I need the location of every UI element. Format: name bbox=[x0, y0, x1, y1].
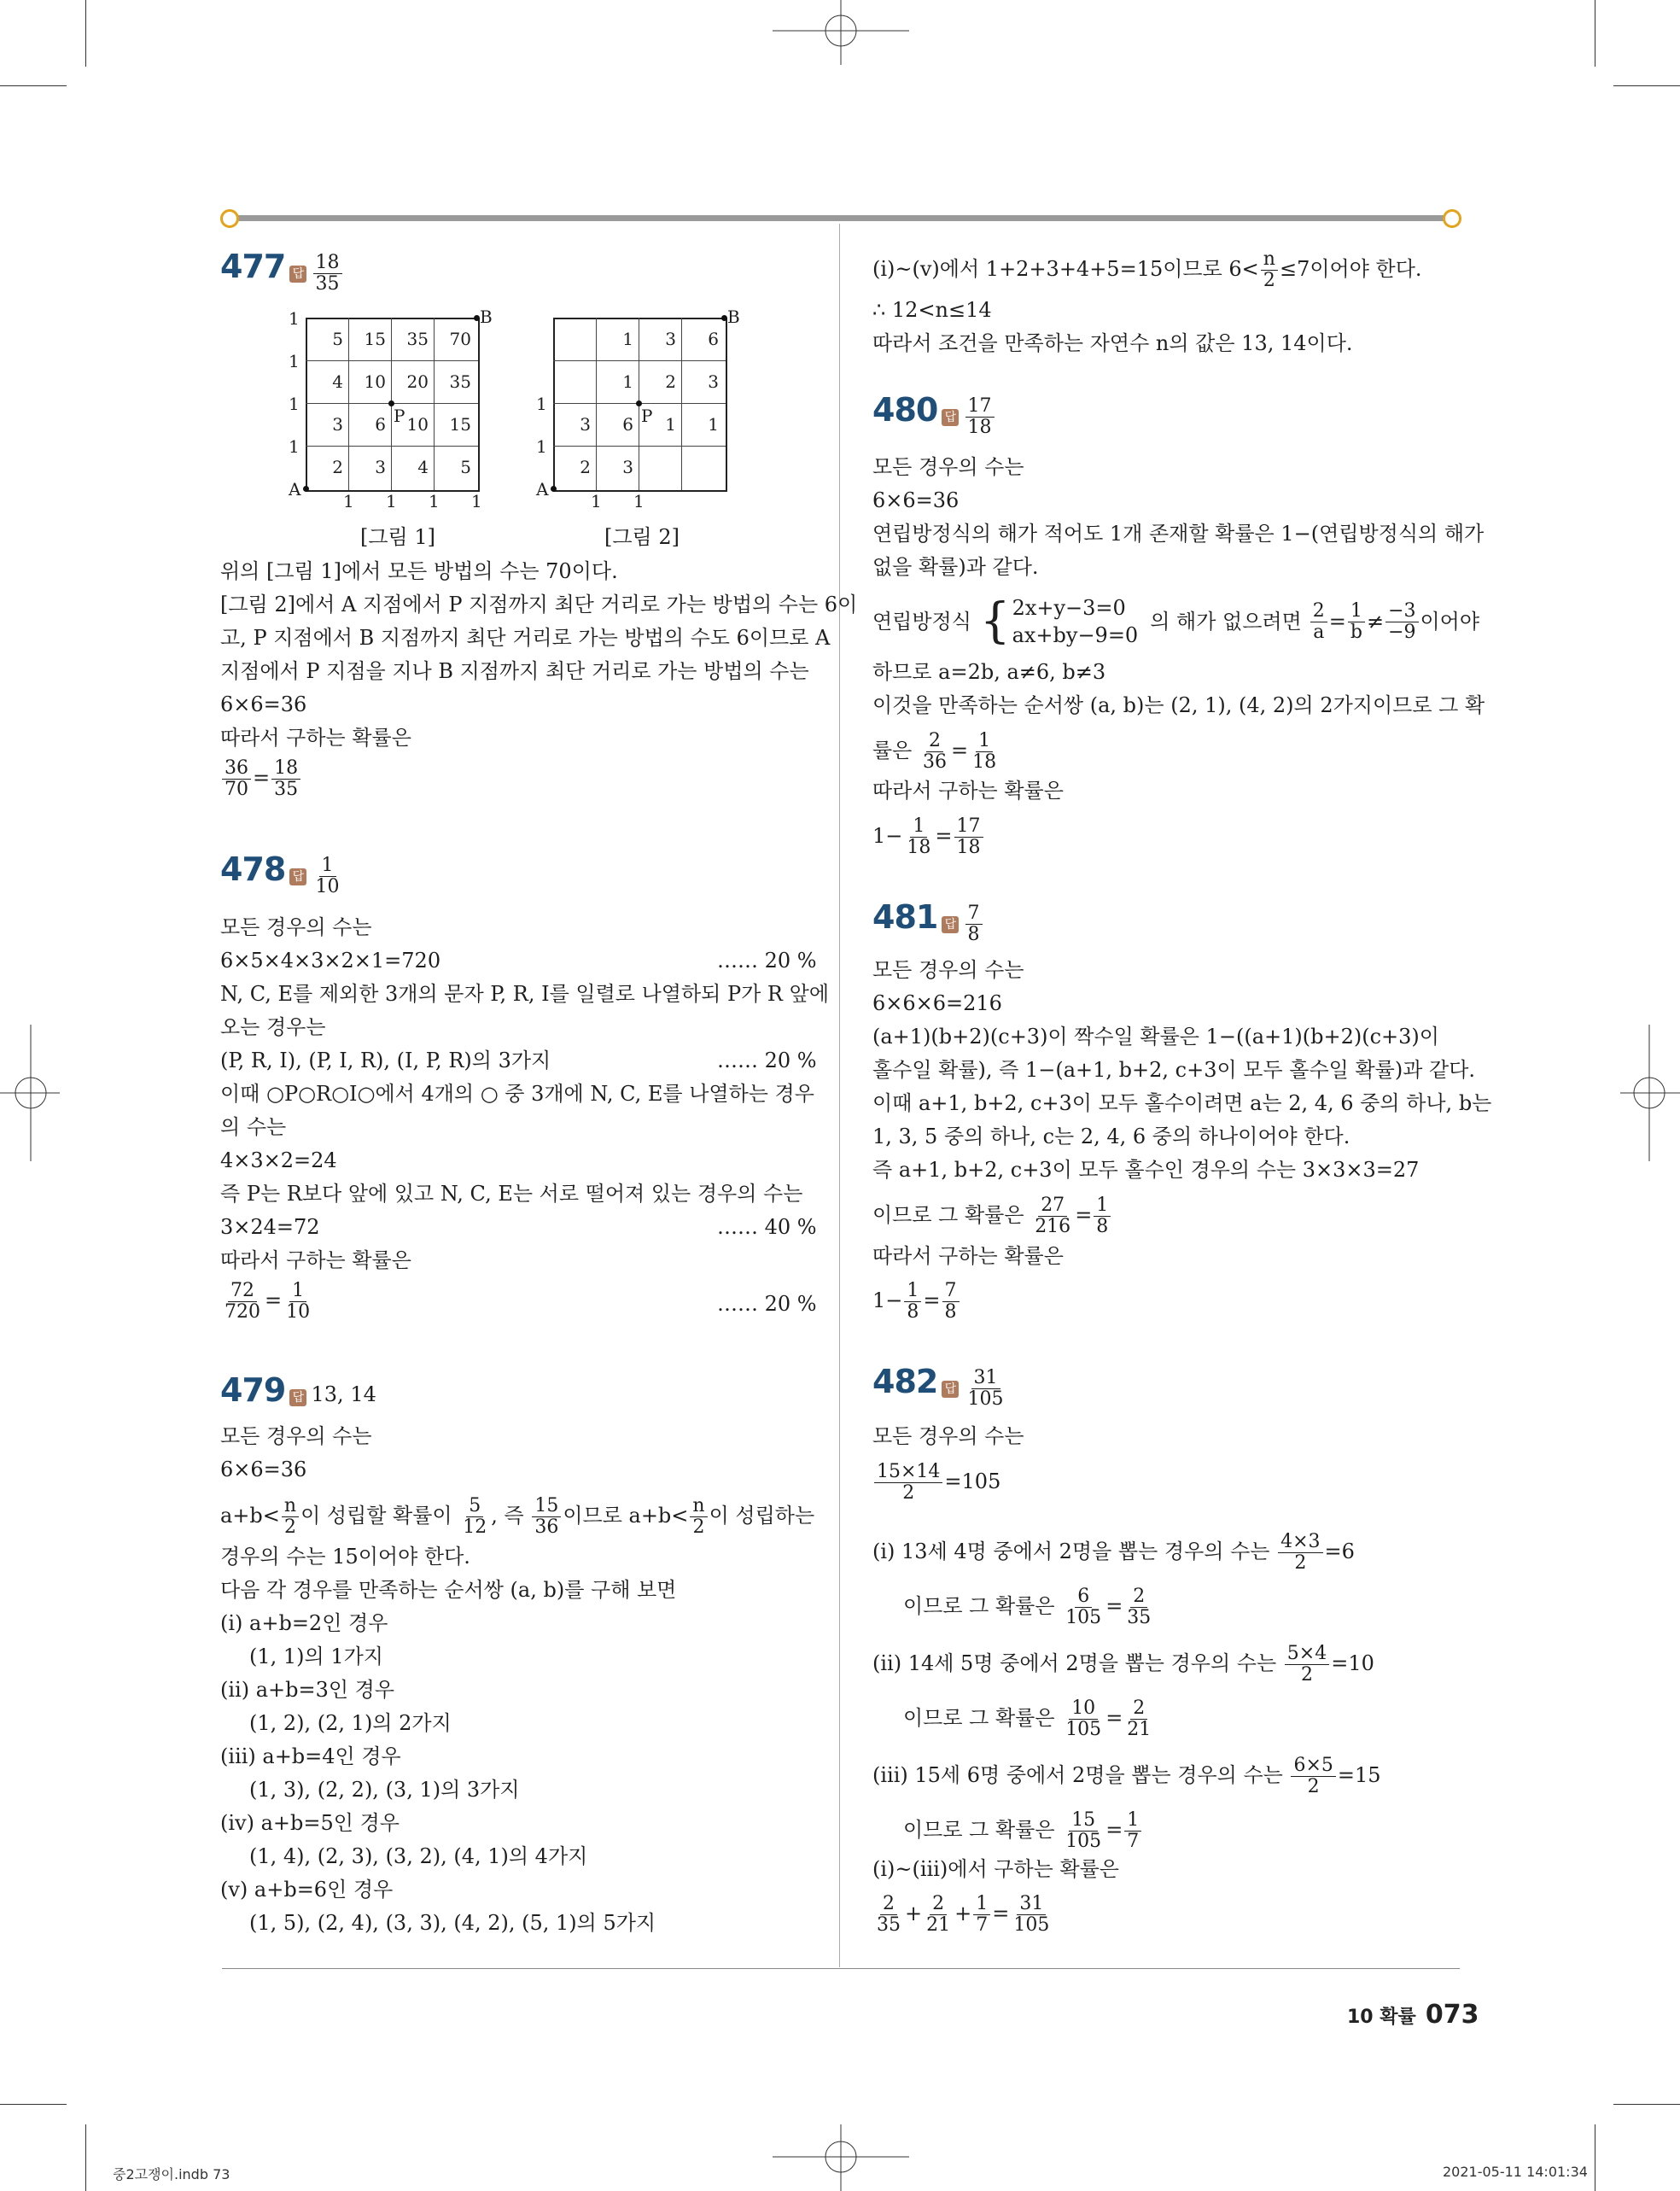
case-line: (ⅰ) 13세 4명 중에서 2명을 뽑는 경우의 수는 $\frac{4\times 3}{2}$ =6 bbox=[872, 1531, 1355, 1574]
grid-cell-value: 1 bbox=[708, 414, 719, 435]
text-line: 홀수일 확률), 즉 1−(a+1, b+2, c+3이 모두 홀수일 확률)과 같다. bbox=[872, 1058, 1476, 1082]
grid-left-label: 1 bbox=[536, 436, 547, 457]
final-answer: 1− $\frac{1}{18}$ = $\frac{17}{18}$ bbox=[872, 816, 985, 858]
answer-fraction: $\frac{18}{35}$ bbox=[313, 253, 342, 295]
case-prob: 이므로 그 확률은 $\frac{15}{105}$ = $\frac{1}{7}$ bbox=[903, 1810, 1143, 1852]
answer-tag: 답 bbox=[942, 409, 959, 426]
text-line: 6×6=36 bbox=[872, 488, 960, 512]
text-line: 다음 각 경우를 만족하는 순서쌍 (a, b)를 구해 보면 bbox=[220, 1578, 677, 1602]
grid-left-label: 1 bbox=[289, 351, 300, 371]
text-line: 즉 a+1, b+2, c+3이 모두 홀수인 경우의 수는 3×3×3=27 bbox=[872, 1158, 1420, 1182]
case-heading: (ⅰ) a+b=2인 경우 bbox=[220, 1611, 388, 1635]
grid-point-dot bbox=[636, 400, 642, 406]
problem-478-header bbox=[220, 850, 344, 897]
grid-cell-value: 4 bbox=[417, 457, 429, 477]
grid-cell-value: 5 bbox=[460, 457, 471, 477]
case-line: (ⅲ) 15세 6명 중에서 2명을 뽑는 경우의 수는 $\frac{6\times 5}{2}$ =15 bbox=[872, 1755, 1381, 1797]
grid-bottom-label: 1 bbox=[633, 491, 645, 511]
final-answer: 1− $\frac{1}{8}$ = $\frac{7}{8}$ bbox=[872, 1281, 961, 1323]
grid-bottom-label: 1 bbox=[343, 491, 354, 511]
point-p-label: P bbox=[641, 406, 653, 426]
text-line: 오는 경우는 bbox=[220, 1015, 326, 1039]
grid-point-dot bbox=[303, 486, 309, 492]
text-line: 의 수는 bbox=[220, 1115, 287, 1139]
case-heading: (ⅴ) a+b=6인 경우 bbox=[220, 1878, 394, 1902]
text-line: 6×5×4×3×2×1=720 bbox=[220, 949, 441, 973]
figure-1 bbox=[282, 307, 504, 511]
grid-cell-value: 35 bbox=[406, 329, 429, 349]
answer-fraction: $\frac{31}{105}$ bbox=[967, 1367, 1004, 1410]
text-line: 모든 경우의 수는 bbox=[872, 455, 1024, 479]
text-line: (ⅰ)~(ⅲ)에서 구하는 확률은 bbox=[872, 1857, 1119, 1881]
grid-point-dot bbox=[721, 315, 727, 321]
answer-tag: 답 bbox=[289, 266, 306, 283]
answer-fraction: $\frac{1}{10}$ bbox=[315, 855, 340, 897]
grid-cell-value: 2 bbox=[580, 457, 591, 477]
grid-cell-value: 1 bbox=[665, 414, 676, 435]
answer-tag: 답 bbox=[942, 916, 959, 933]
grid-cell-value: 3 bbox=[665, 329, 676, 349]
text-line: 따라서 조건을 만족하는 자연수 n의 값은 13, 14이다. bbox=[872, 331, 1353, 355]
text-line: 6×6×6=216 bbox=[872, 991, 1002, 1015]
text-line: 연립방정식의 해가 적어도 1개 존재할 확률은 1−(연립방정식의 해가 bbox=[872, 522, 1485, 546]
text-line: 이때 ○P○R○I○에서 4개의 ○ 중 3개에 N, C, E를 나열하는 경우 bbox=[220, 1082, 814, 1106]
grid-cell-value: 3 bbox=[580, 414, 591, 435]
case-result: (1, 5), (2, 4), (3, 3), (4, 2), (5, 1)의 5가지 bbox=[249, 1911, 656, 1935]
problem-479-header bbox=[220, 1371, 376, 1409]
text-line: 이때 a+1, b+2, c+3이 모두 홀수이려면 a는 2, 4, 6 중의 하나, b는 bbox=[872, 1091, 1492, 1115]
score-percent: …… 20 % bbox=[717, 1292, 817, 1316]
point-p-label: P bbox=[394, 406, 405, 426]
problem-number: 481 bbox=[872, 898, 938, 936]
crop-mark bbox=[1613, 85, 1680, 86]
condition-line: a+b< $\frac{n}{2}$ 이 성립할 확률이 $\frac{5}{12}$ , 즉 $\frac{15}{36}$ 이므로 a+b< $\frac{n}{2}$ 이 성립하는 bbox=[220, 1495, 815, 1538]
grid-cell-value: 35 bbox=[449, 371, 471, 392]
crop-mark bbox=[0, 85, 67, 86]
text-line: 3×24=72 bbox=[220, 1215, 320, 1239]
bottom-rule bbox=[222, 1968, 1460, 1969]
case-heading: (ⅳ) a+b=5인 경우 bbox=[220, 1811, 400, 1835]
point-a-label: A bbox=[289, 479, 301, 500]
point-a-label: A bbox=[536, 479, 549, 500]
grid-cell-value: 1 bbox=[622, 371, 633, 392]
grid-cell-value: 4 bbox=[332, 371, 343, 392]
text-line: $\frac{15\times 14}{2}$ =105 bbox=[872, 1462, 1000, 1504]
text-line: 모든 경우의 수는 bbox=[220, 915, 372, 939]
problem-number: 482 bbox=[872, 1363, 938, 1400]
page-number-block bbox=[1347, 2000, 1479, 2030]
final-answer: $\frac{72}{720}$ = $\frac{1}{10}$ bbox=[225, 1280, 311, 1323]
header-circle-left bbox=[220, 209, 239, 228]
text-line: 이것을 만족하는 순서쌍 (a, b)는 (2, 1), (4, 2)의 2가지이므로 그 확 bbox=[872, 693, 1485, 717]
grid-cell-value: 1 bbox=[622, 329, 633, 349]
text-line: 6×6=36 bbox=[220, 692, 307, 716]
text-line: (P, R, I), (P, I, R), (I, P, R)의 3가지 bbox=[220, 1049, 551, 1072]
header-bar bbox=[229, 215, 1451, 221]
header-circle-right bbox=[1443, 209, 1461, 228]
problem-480-header bbox=[872, 391, 996, 438]
problem-number: 480 bbox=[872, 391, 938, 429]
grid-left-label: 1 bbox=[289, 308, 300, 329]
crop-mark bbox=[1613, 2104, 1680, 2105]
case-result: (1, 2), (2, 1)의 2가지 bbox=[249, 1711, 452, 1735]
grid-cell-value: 3 bbox=[332, 414, 343, 435]
crop-mark bbox=[0, 2104, 67, 2105]
score-percent: …… 20 % bbox=[717, 1049, 817, 1072]
registration-mark-bottom bbox=[773, 2124, 909, 2191]
crop-mark bbox=[85, 0, 86, 67]
grid-cell-value: 2 bbox=[332, 457, 343, 477]
grid-left-label: 1 bbox=[289, 436, 300, 457]
grid-bottom-label: 1 bbox=[429, 491, 440, 511]
text-line: 6×6=36 bbox=[220, 1458, 307, 1481]
grid-bottom-label: 1 bbox=[471, 491, 482, 511]
column-divider bbox=[839, 224, 840, 1967]
text-line: 하므로 a=2b, a≠6, b≠3 bbox=[872, 660, 1106, 684]
page-number: 073 bbox=[1425, 2000, 1479, 2030]
answer-fraction: $\frac{7}{8}$ bbox=[965, 903, 983, 945]
problem-481-header bbox=[872, 898, 984, 945]
answer-tag: 답 bbox=[942, 1381, 959, 1398]
text-line: 1, 3, 5 중의 하나, c는 2, 4, 6 중의 하나이어야 한다. bbox=[872, 1125, 1350, 1148]
grid-cell-value: 6 bbox=[708, 329, 719, 349]
text-line: 따라서 구하는 확률은 bbox=[872, 1244, 1064, 1268]
text-line: 모든 경우의 수는 bbox=[872, 1424, 1024, 1448]
text-line: 이므로 그 확률은 $\frac{27}{216}$ = $\frac{1}{8}$ bbox=[872, 1195, 1112, 1237]
grid-cell-value: 6 bbox=[375, 414, 386, 435]
case-prob: 이므로 그 확률은 $\frac{6}{105}$ = $\frac{2}{35}$ bbox=[903, 1586, 1152, 1628]
case-prob: 이므로 그 확률은 $\frac{10}{105}$ = $\frac{2}{21}$ bbox=[903, 1697, 1152, 1740]
grid-cell-value: 20 bbox=[406, 371, 429, 392]
chapter-label: 10 확률 bbox=[1347, 2007, 1416, 2028]
answer-tag: 답 bbox=[289, 1389, 306, 1406]
text-line: 4×3×2=24 bbox=[220, 1148, 337, 1172]
text-line: 따라서 구하는 확률은 bbox=[872, 779, 1064, 803]
grid-cell-value: 10 bbox=[406, 414, 429, 435]
grid-left-label: 1 bbox=[536, 394, 547, 414]
text-line: 따라서 구하는 확률은 bbox=[220, 1248, 411, 1272]
case-result: (1, 3), (2, 2), (3, 1)의 3가지 bbox=[249, 1778, 520, 1802]
case-heading: (ⅱ) a+b=3인 경우 bbox=[220, 1678, 395, 1702]
text-line: 위의 [그림 1]에서 모든 방법의 수는 70이다. bbox=[220, 559, 618, 583]
problem-number: 478 bbox=[220, 850, 286, 888]
grid-cell-value: 5 bbox=[332, 329, 343, 349]
point-b-label: B bbox=[480, 307, 493, 327]
grid-point-dot bbox=[474, 315, 480, 321]
case-result: (1, 4), (2, 3), (3, 2), (4, 1)의 4가지 bbox=[249, 1844, 588, 1868]
grid-point-dot bbox=[551, 486, 557, 492]
grid-bottom-label: 1 bbox=[386, 491, 397, 511]
answer-tag: 답 bbox=[289, 868, 306, 885]
text-line: (ⅰ)~(ⅴ)에서 1+2+3+4+5=15이므로 6< $\frac{n}{2}$ ≤7이어야 한다. bbox=[872, 248, 1422, 291]
point-b-label: B bbox=[727, 307, 740, 327]
case-heading: (ⅲ) a+b=4인 경우 bbox=[220, 1744, 401, 1768]
text-line: ∴ 12<n≤14 bbox=[872, 298, 992, 322]
answer-text: 13, 14 bbox=[311, 1382, 376, 1406]
system-equation: 연립방정식 { 2x+y−3=0 ax+by−9=0 의 해가 없으려면 $\frac{2}{a}$ = $\frac{1}{b}$ ≠ $\frac{-3}{-9}$ 이어야 bbox=[872, 593, 1480, 649]
problem-number: 479 bbox=[220, 1371, 286, 1409]
grid-left-label: 1 bbox=[289, 394, 300, 414]
grid-cell-value: 3 bbox=[708, 371, 719, 392]
registration-mark-right bbox=[1620, 1025, 1680, 1161]
final-answer: $\frac{2}{35}$ + $\frac{2}{21}$ + $\frac{1}{7}$ = $\frac{31}{105}$ bbox=[877, 1893, 1050, 1936]
crop-mark bbox=[85, 2124, 86, 2191]
final-answer: $\frac{36}{70}$ = $\frac{18}{35}$ bbox=[220, 758, 302, 800]
registration-mark-left bbox=[0, 1025, 60, 1161]
figure-2 bbox=[529, 307, 751, 511]
text-line: 모든 경우의 수는 bbox=[220, 1424, 372, 1448]
figure-2-caption: [그림 2] bbox=[604, 525, 680, 549]
footer-timestamp: 2021-05-11 14:01:34 bbox=[1443, 2164, 1588, 2180]
grid-cell-value: 3 bbox=[375, 457, 386, 477]
footer-file: 중2고쟁이.indb 73 bbox=[113, 2166, 230, 2182]
text-line: 없을 확률)과 같다. bbox=[872, 555, 1039, 579]
text-line: 따라서 구하는 확률은 bbox=[220, 726, 411, 750]
grid-cell-value: 6 bbox=[622, 414, 633, 435]
grid-cell-value: 10 bbox=[364, 371, 386, 392]
case-line: (ⅱ) 14세 5명 중에서 2명을 뽑는 경우의 수는 $\frac{5\times 4}{2}$ =10 bbox=[872, 1643, 1374, 1686]
text-line: 률은 $\frac{2}{36}$ = $\frac{1}{18}$ bbox=[872, 730, 997, 773]
problem-482-header bbox=[872, 1363, 1008, 1410]
text-line: 지점에서 P 지점을 지나 B 지점까지 최단 거리로 가는 방법의 수는 bbox=[220, 659, 809, 683]
grid-cell-value: 2 bbox=[665, 371, 676, 392]
grid-cell-value: 3 bbox=[622, 457, 633, 477]
grid-cell-value: 15 bbox=[364, 329, 386, 349]
grid-bottom-label: 1 bbox=[591, 491, 602, 511]
text-line: 즉 P는 R보다 앞에 있고 N, C, E는 서로 떨어져 있는 경우의 수는 bbox=[220, 1182, 803, 1206]
score-percent: …… 20 % bbox=[717, 949, 817, 973]
problem-number: 477 bbox=[220, 248, 286, 285]
problem-477-header bbox=[220, 248, 344, 295]
text-line: [그림 2]에서 A 지점에서 P 지점까지 최단 거리로 가는 방법의 수는 6이 bbox=[220, 593, 858, 616]
text-line: 고, P 지점에서 B 지점까지 최단 거리로 가는 방법의 수도 6이므로 A bbox=[220, 626, 831, 650]
text-line: N, C, E를 제외한 3개의 문자 P, R, I를 일렬로 나열하되 P가 R 앞에 bbox=[220, 982, 830, 1006]
score-percent: …… 40 % bbox=[717, 1215, 817, 1239]
grid-point-dot bbox=[388, 400, 394, 406]
figure-1-caption: [그림 1] bbox=[360, 525, 435, 549]
text-line: 모든 경우의 수는 bbox=[872, 958, 1024, 982]
text-line: (a+1)(b+2)(c+3)이 짝수일 확률은 1−((a+1)(b+2)(c+3)이 bbox=[872, 1025, 1439, 1049]
text-line: 경우의 수는 15이어야 한다. bbox=[220, 1545, 470, 1569]
grid-cell-value: 70 bbox=[449, 329, 471, 349]
grid-cell-value: 15 bbox=[449, 414, 471, 435]
case-result: (1, 1)의 1가지 bbox=[249, 1645, 383, 1668]
registration-mark-top bbox=[773, 0, 909, 68]
answer-fraction: $\frac{17}{18}$ bbox=[965, 396, 995, 438]
